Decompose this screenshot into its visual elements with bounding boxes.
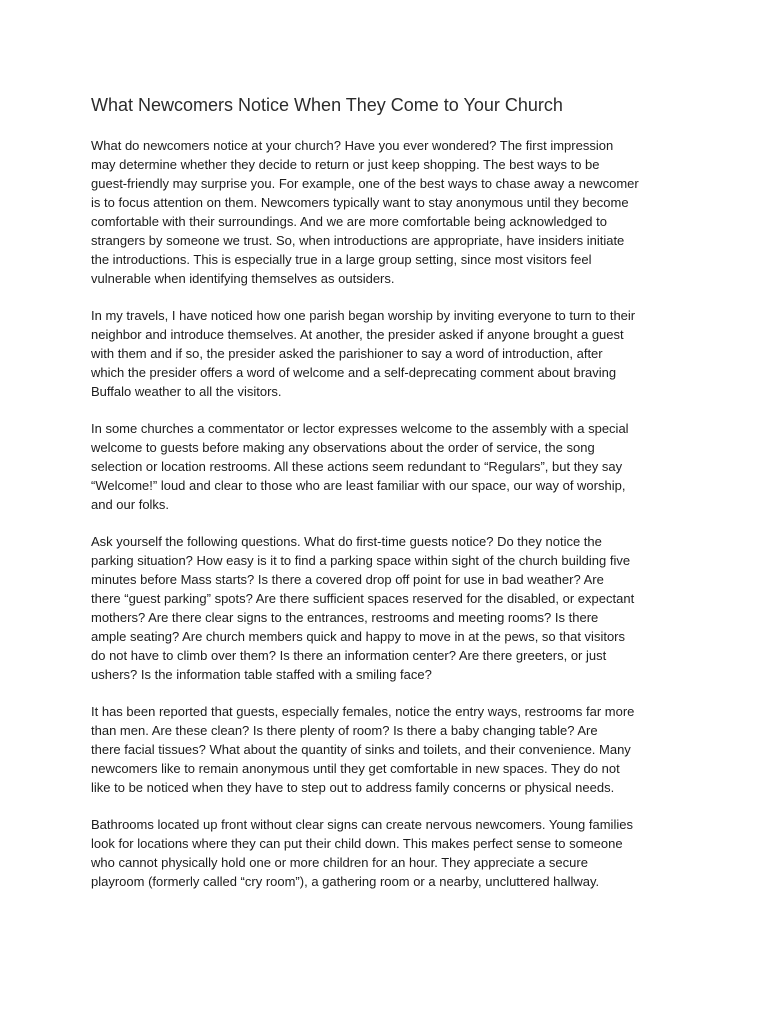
paragraph-line: welcome to guests before making any observations about the order of service, the song	[91, 440, 595, 455]
paragraph	[91, 532, 691, 684]
paragraph-line: the introductions. This is especially true in a large group setting, since most visitors feel	[91, 252, 592, 267]
paragraph-line: minutes before Mass starts? Is there a covered drop off point for use in bad weather? Are	[91, 572, 604, 587]
paragraph	[91, 306, 691, 401]
paragraph-line: playroom (formerly called “cry room”), a gathering room or a nearby, uncluttered hallway.	[91, 874, 600, 889]
paragraph-line: Ask yourself the following questions. What do first-time guests notice? Do they notice the	[91, 534, 602, 549]
paragraph-line: which the presider offers a word of welcome and a self-deprecating comment about braving	[91, 365, 617, 380]
paragraph-line: vulnerable when identifying themselves as outsiders.	[91, 271, 395, 286]
paragraph-line: ushers? Is the information table staffed with a smiling face?	[91, 667, 432, 682]
paragraph-line: newcomers like to remain anonymous until they get comfortable in new spaces. They do not	[91, 761, 620, 776]
paragraph-line: Bathrooms located up front without clear signs can create nervous newcomers. Young families	[91, 817, 633, 832]
paragraph-line: may determine whether they decide to return or just keep shopping. The best ways to be	[91, 157, 600, 172]
paragraph-line: with them and if so, the presider asked the parishioner to say a word of introduction, after	[91, 346, 603, 361]
paragraph-line: It has been reported that guests, especially females, notice the entry ways, restrooms far more	[91, 704, 635, 719]
paragraph-line: do not have to climb over them? Is there an information center? Are there greeters, or just	[91, 648, 607, 663]
paragraph-line: ample seating? Are church members quick and happy to move in at the pews, so that visitors	[91, 629, 625, 644]
paragraph-line: parking situation? How easy is it to find a parking space within sight of the church building five	[91, 553, 631, 568]
paragraph-line: there facial tissues? What about the quantity of sinks and toilets, and their convenience. Many	[91, 742, 631, 757]
paragraph-line: than men. Are these clean? Is there plenty of room? Is there a baby changing table? Are	[91, 723, 598, 738]
paragraph-line: In some churches a commentator or lector expresses welcome to the assembly with a special	[91, 421, 629, 436]
paragraph	[91, 136, 691, 288]
paragraph-line: comfortable with their surroundings. And we are more comfortable being acknowledged to	[91, 214, 607, 229]
paragraph-line: is to focus attention on them. Newcomers typically want to stay anonymous until they become	[91, 195, 629, 210]
paragraph-line: like to be noticed when they have to step out to address family concerns or physical needs.	[91, 780, 615, 795]
paragraph-line: selection or location restrooms. All these actions seem redundant to “Regulars”, but they say	[91, 459, 623, 474]
document-title: What Newcomers Notice When They Come to Your Church	[91, 95, 563, 115]
paragraph-line: neighbor and introduce themselves. At another, the presider asked if anyone brought a guest	[91, 327, 624, 342]
paragraph-line: look for locations where they can put their child down. This makes perfect sense to someone	[91, 836, 623, 851]
paragraph-line: Buffalo weather to all the visitors.	[91, 384, 282, 399]
document-body	[91, 93, 691, 909]
paragraph-line: “Welcome!” loud and clear to those who are least familiar with our space, our way of worship,	[91, 478, 626, 493]
paragraph-line: who cannot physically hold one or more children for an hour. They appreciate a secure	[91, 855, 588, 870]
paragraph	[91, 702, 691, 797]
paragraph	[91, 419, 691, 514]
paragraph	[91, 815, 691, 891]
paragraph-line: guest-friendly may surprise you. For example, one of the best ways to chase away a newcomer	[91, 176, 639, 191]
paragraph-line: mothers? Are there clear signs to the entrances, restrooms and meeting rooms? Is there	[91, 610, 599, 625]
paragraph-list	[91, 136, 691, 891]
paragraph-line: there “guest parking” spots? Are there sufficient spaces reserved for the disabled, or expectant	[91, 591, 635, 606]
paragraph-line: and our folks.	[91, 497, 170, 512]
paragraph-line: In my travels, I have noticed how one parish began worship by inviting everyone to turn to their	[91, 308, 636, 323]
paragraph-line: strangers by someone we trust. So, when introductions are appropriate, have insiders initiate	[91, 233, 625, 248]
paragraph-line: What do newcomers notice at your church? Have you ever wondered? The first impression	[91, 138, 614, 153]
